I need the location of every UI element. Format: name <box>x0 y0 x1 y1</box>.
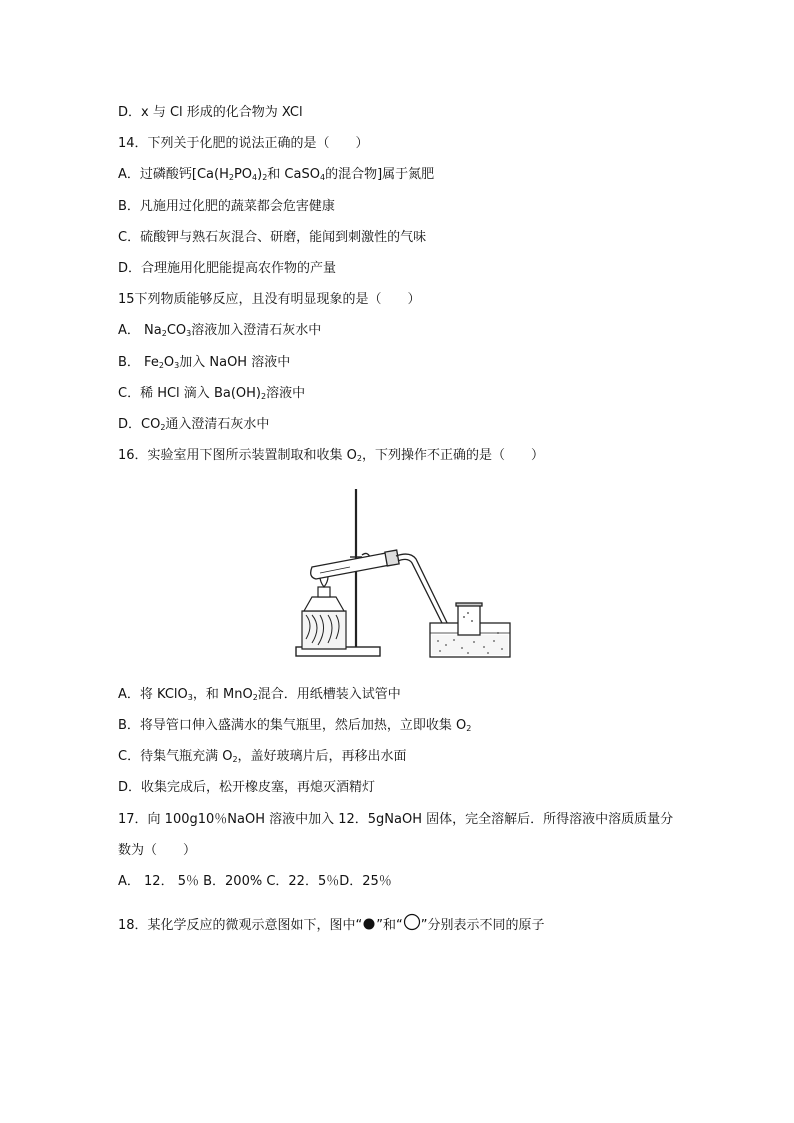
text: 溶液加入澄清石灰水中 <box>191 323 322 338</box>
filled-atom-icon <box>362 917 376 931</box>
text: A．将 KClO <box>118 687 188 702</box>
text: 的混合物]属于氮肥 <box>325 167 435 182</box>
rubber-stopper <box>385 550 399 566</box>
subscript: 2 <box>160 423 166 432</box>
text: 加入 NaOH 溶液中 <box>179 355 291 370</box>
text: B． Fe <box>118 355 159 370</box>
text: 溶液中 <box>266 386 306 401</box>
text: B．将导管口伸入盛满水的集气瓶里，然后加热，立即收集 O <box>118 718 467 733</box>
question-17-stem-line-1: 17．向 100g10％NaOH 溶液中加入 12．5gNaOH 固体，完全溶解后．所得溶液中溶质质量分 <box>118 812 674 827</box>
question-16-option-a <box>118 686 401 704</box>
subscript: 3 <box>187 693 193 702</box>
text: C．待集气瓶充满 O <box>118 749 233 764</box>
text: A．过磷酸钙[Ca(H <box>118 167 229 182</box>
subscript: 2 <box>262 173 268 182</box>
question-14-option-d: D．合理施用化肥能提高农作物的产量 <box>118 261 337 276</box>
text: ”分别表示不同的原子 <box>420 918 545 933</box>
question-15-stem: 15下列物质能够反应，且没有明显现象的是（ ） <box>118 292 421 307</box>
subscript: 2 <box>252 693 258 702</box>
lamp-body <box>302 611 346 649</box>
text: D．CO <box>118 417 161 432</box>
text: 通入澄清石灰水中 <box>165 417 270 432</box>
question-17-options: A． 12． 5％ B．200% C．22．5％D．25％ <box>118 874 392 889</box>
lamp-shoulder <box>304 597 344 611</box>
text: 18．某化学反应的微观示意图如下，图中“ <box>118 918 363 933</box>
text: O <box>163 355 175 370</box>
text: A． Na <box>118 323 162 338</box>
question-15-option-a <box>118 322 321 340</box>
subscript: 2 <box>232 755 238 764</box>
text: ，和 MnO <box>192 687 253 702</box>
subscript: 4 <box>319 173 326 182</box>
question-14-option-a <box>118 166 434 184</box>
gas-collecting-bottle <box>456 603 482 635</box>
subscript: 4 <box>252 173 258 182</box>
text: PO <box>233 167 253 182</box>
question-13-option-d: D．x 与 Cl 形成的化合物为 XCl <box>118 105 303 120</box>
subscript: 2 <box>466 724 472 733</box>
text: ”和“ <box>376 918 403 933</box>
text: CO <box>166 323 187 338</box>
question-15-option-b <box>118 354 290 372</box>
subscript: 2 <box>161 329 167 338</box>
question-16-option-d: D．收集完成后，松开橡皮塞，再熄灭酒精灯 <box>118 780 376 795</box>
text: 混合．用纸槽装入试管中 <box>257 687 401 702</box>
test-tube <box>311 550 399 579</box>
subscript: 2 <box>228 173 234 182</box>
subscript: 2 <box>158 361 164 370</box>
text: ，盖好玻璃片后，再移出水面 <box>237 749 407 764</box>
question-14-option-c: C．硫酸钾与熟石灰混合、研磨，能闻到刺激性的气味 <box>118 230 427 245</box>
subscript: 3 <box>174 361 180 370</box>
question-14-option-b: B．凡施用过化肥的蔬菜都会危害健康 <box>118 199 335 214</box>
text: 16．实验室用下图所示装置制取和收集 O <box>118 448 357 463</box>
subscript: 2 <box>356 454 363 463</box>
text: ，下列操作不正确的是（ ） <box>362 448 545 463</box>
question-18-stem <box>118 913 545 935</box>
question-16-option-c <box>118 748 407 766</box>
oxygen-apparatus-figure <box>290 483 520 665</box>
question-17-stem-line-2: 数为（ ） <box>118 843 197 858</box>
text: 和 CaSO <box>267 167 320 182</box>
question-15-option-c <box>118 385 305 403</box>
subscript: 3 <box>186 329 192 338</box>
question-16-stem <box>118 447 544 465</box>
text: C．稀 HCl 滴入 Ba(OH) <box>118 386 261 401</box>
question-14-stem: 14．下列关于化肥的说法正确的是（ ） <box>118 136 369 151</box>
text: ) <box>257 167 263 182</box>
question-16-option-b <box>118 717 471 735</box>
question-15-option-d <box>118 416 269 434</box>
hollow-atom-icon <box>403 913 421 931</box>
subscript: 2 <box>260 392 267 401</box>
